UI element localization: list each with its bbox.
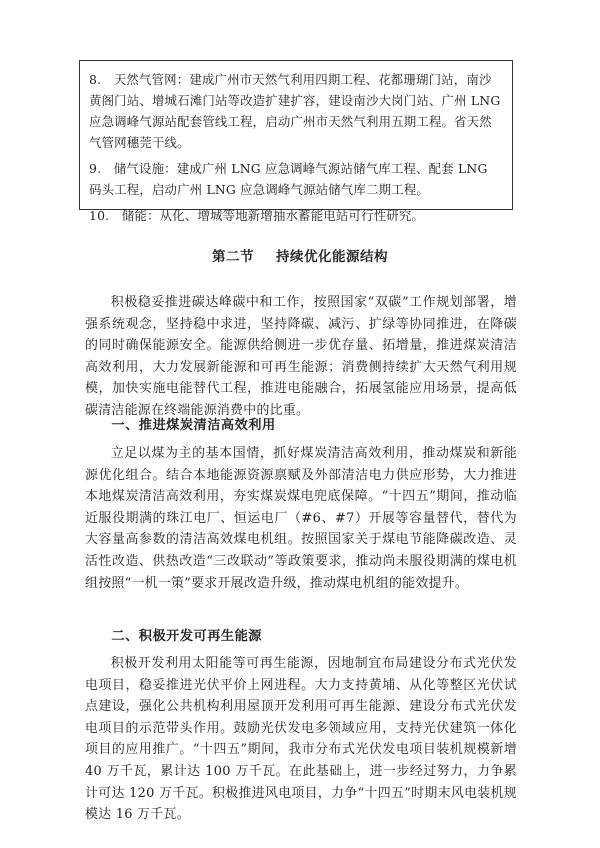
section-name: 持续优化能源结构 (276, 249, 388, 265)
subsection-heading-coal: 一、推进煤炭清洁高效利用 (111, 418, 276, 433)
section-number: 第二节 (212, 249, 254, 265)
section-title (0, 245, 600, 265)
box-item-natural-gas: 8. 天然气管网：建成广州市天然气利用四期工程、花都珊瑚门站，南沙黄阁门站、增城石滩门站等改造扩建扩容，建设南沙大岗门站、广州 LNG 应急调峰气源站配套管线工程，启动广州市天然气利用五期工程。省天然气管网穗莞干线。 (89, 72, 501, 150)
box-item-gas-storage: 9. 储气设施：建成广州 LNG 应急调峰气源站储气库工程、配套 LNG 码头工程，启动广州 LNG 应急调峰气源站储气库二期工程。 (89, 161, 488, 197)
intro-paragraph: 积极稳妥推进碳达峰碳中和工作，按照国家“双碳”工作规划部署，增强系统观念，坚持稳中求进，坚持降碳、减污、扩绿等协同推进，在降碳的同时确保能源安全。能源供给侧进一步优存量、拓增量，推进煤炭清洁高效利用，大力发展新能源和可再生能源；消费侧持续扩大天然气利用规模，加快实施电能替代工程，推进电能融合，拓展氢能应用场景，提高低碳清洁能源在终端能源消费中的比重。 (85, 295, 517, 418)
paragraph-renewables: 积极开发利用太阳能等可再生能源，因地制宜布局建设分布式光伏发电项目，稳妥推进光伏平价上网进程。大力支持黄埔、从化等整区光伏试点建设，强化公共机构利用屋顶开发利用可再生能源、建设分布式光伏发电项目的示范带头作用。鼓励光伏发电多领域应用，支持光伏建筑一体化项目的应用推广。“十四五”期间，我市分布式光伏发电项目装机规模新增 40 万千瓦，累计达 100 万千瓦。在此基础上，进一步经过努力，力争累计可达 120 万千瓦。积极推进风电项目，力争“十四五”时期末风电装机规模达 16 万千瓦。 (85, 656, 517, 823)
paragraph-coal: 立足以煤为主的基本国情，抓好煤炭清洁高效利用，推动煤炭和新能源优化组合。结合本地能源资源禀赋及外部清洁电力供应形势，大力推进本地煤炭清洁高效利用，夯实煤炭煤电兜底保障。“十四五”期间，推动临近服役期满的珠江电厂、恒运电厂（#6、#7）开展等容量替代，替代为大容量高参数的清洁高效煤电机组。按照国家关于煤电节能降碳改造、灵活性改造、供热改造“三改联动”等政策要求，推动尚未服役期满的煤电机组按照“一机一策”要求开展改造升级，推动煤电机组的能效提升。 (85, 446, 517, 591)
box-item-energy-storage: 10. 储能：从化、增城等地新增抽水蓄能电站可行性研究。 (89, 208, 425, 223)
subsection-heading-renewables: 二、积极开发可再生能源 (111, 629, 262, 644)
project-list-box (79, 60, 513, 223)
